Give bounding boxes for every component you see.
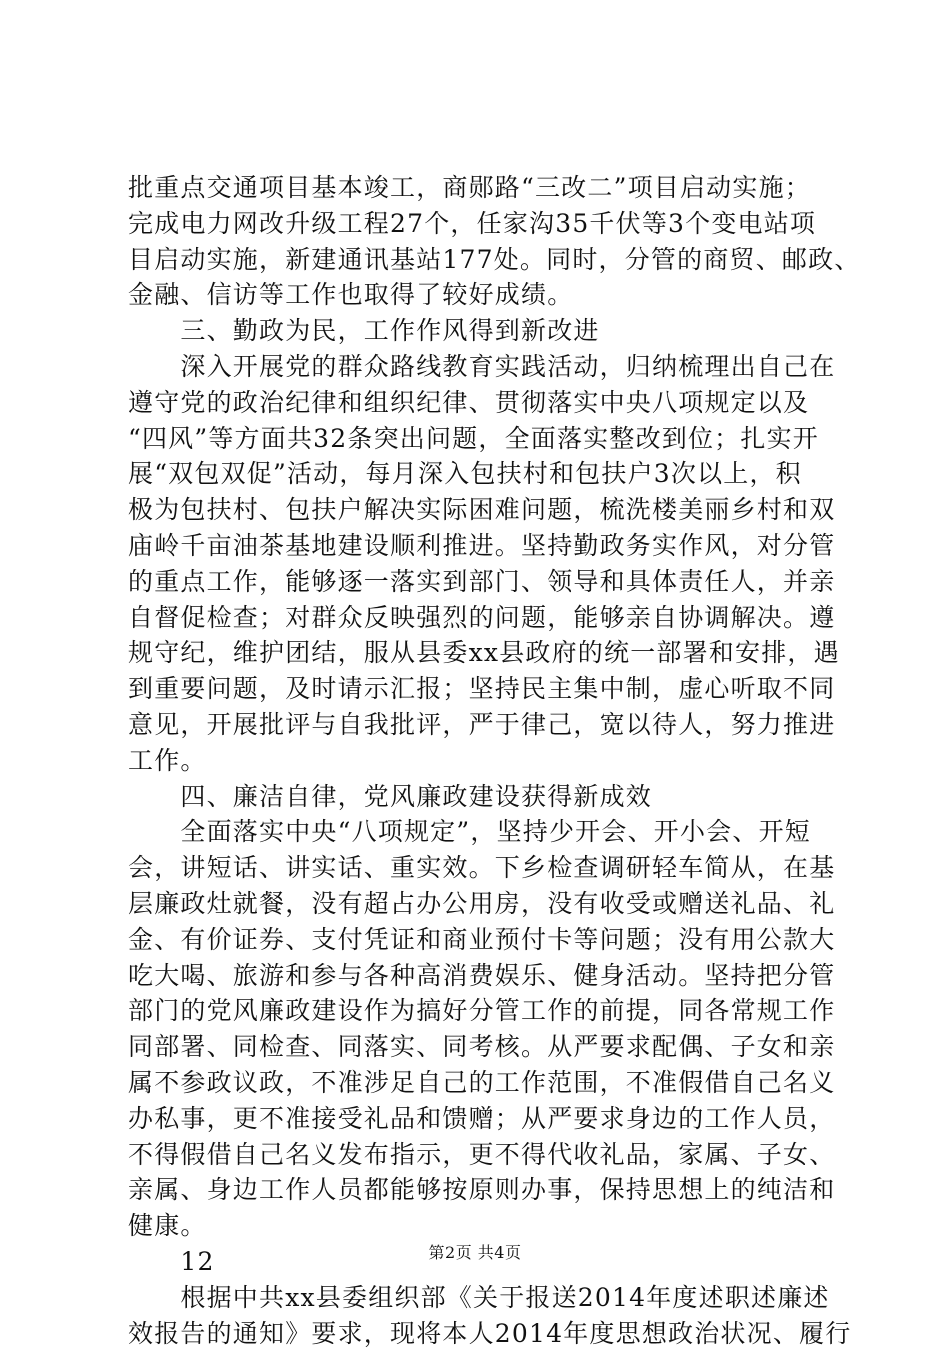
text-line: 遵守党的政治纪律和组织纪律、贯彻落实中央八项规定以及: [128, 388, 810, 417]
text-line: 健康。: [128, 1211, 207, 1240]
text-line: 批重点交通项目基本竣工，商郧路“三改二”项目启动实施；: [128, 173, 811, 202]
text-line: 12: [128, 1247, 215, 1276]
text-line: 金、有价证券、支付凭证和商业预付卡等问题；没有用公款大: [128, 925, 836, 954]
section-heading: 三、勤政为民，工作作风得到新改进: [128, 316, 600, 345]
text-line: 属不参政议政，不准涉足自己的工作范围，不准假借自己名义: [128, 1068, 836, 1097]
text-line: 工作。: [128, 746, 207, 775]
text-line: “四风”等方面共32条突出问题，全面落实整改到位；扎实开: [128, 424, 819, 453]
text-line: 到重要问题，及时请示汇报；坚持民主集中制，虚心听取不同: [128, 674, 836, 703]
text-line: 自督促检查；对群众反映强烈的问题，能够亲自协调解决。遵: [128, 603, 836, 632]
text-line: 办私事，更不准接受礼品和馈赠；从严要求身边的工作人员，: [128, 1104, 836, 1133]
text-line: 完成电力网改升级工程27个，任家沟35千伏等3个变电站项: [128, 209, 817, 238]
text-line: 金融、信访等工作也取得了较好成绩。: [128, 280, 574, 309]
text-line: 效报告的通知》要求，现将本人2014年度思想政治状况、履行: [128, 1319, 852, 1348]
text-line: 吃大喝、旅游和参与各种高消费娱乐、健身活动。坚持把分管: [128, 961, 836, 990]
text-line: 层廉政灶就餐，没有超占办公用房，没有收受或赠送礼品、礼: [128, 889, 836, 918]
section-heading: 四、廉洁自律，党风廉政建设获得新成效: [128, 782, 653, 811]
text-line: 极为包扶村、包扶户解决实际困难问题，梳洗楼美丽乡村和双: [128, 495, 836, 524]
text-line: 会，讲短话、讲实话、重实效。下乡检查调研轻车简从，在基: [128, 853, 836, 882]
text-line: 规守纪，维护团结，服从县委xx县政府的统一部署和安排，遇: [128, 638, 840, 667]
text-line: 庙岭千亩油茶基地建设顺利推进。坚持勤政务实作风，对分管: [128, 531, 836, 560]
page-footer: 第2页 共4页: [428, 1243, 522, 1262]
text-line: 意见，开展批评与自我批评，严于律己，宽以待人，努力推进: [128, 710, 836, 739]
text-line: 的重点工作，能够逐一落实到部门、领导和具体责任人，并亲: [128, 567, 836, 596]
text-line: 展“双包双促”活动，每月深入包扶村和包扶户3次以上，积: [128, 459, 802, 488]
text-line: 部门的党风廉政建设作为搞好分管工作的前提，同各常规工作: [128, 996, 836, 1025]
text-line: 同部署、同检查、同落实、同考核。从严要求配偶、子女和亲: [128, 1032, 836, 1061]
text-line: 全面落实中央“八项规定”，坚持少开会、开小会、开短: [128, 817, 811, 846]
text-line: 不得假借自己名义发布指示，更不得代收礼品，家属、子女、: [128, 1140, 836, 1169]
text-line: 深入开展党的群众路线教育实践活动，归纳梳理出自己在: [128, 352, 836, 381]
text-line: 目启动实施，新建通讯基站177处。同时，分管的商贸、邮政、: [128, 245, 861, 274]
text-line: 亲属、身边工作人员都能够按原则办事，保持思想上的纯洁和: [128, 1175, 836, 1204]
text-line: 根据中共xx县委组织部《关于报送2014年度述职述廉述: [128, 1283, 830, 1312]
